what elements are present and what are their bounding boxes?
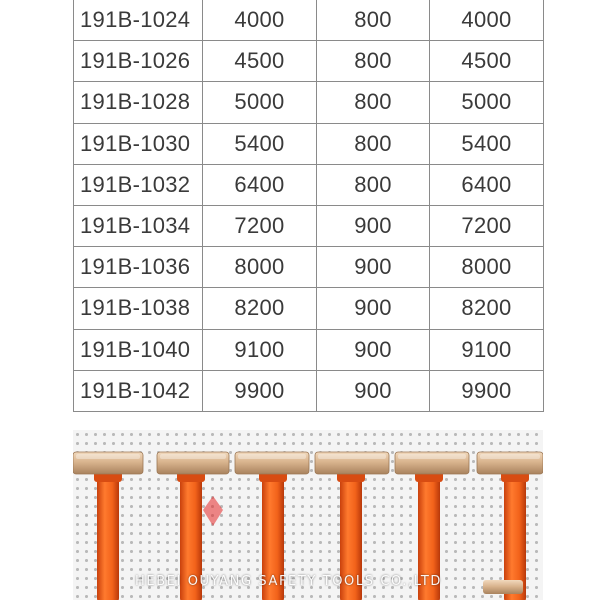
- value-cell: 900: [317, 370, 430, 411]
- value-cell: 800: [317, 41, 430, 82]
- value-cell: 900: [317, 288, 430, 329]
- value-cell: 5400: [430, 123, 544, 164]
- sledge-hammer-icon: [73, 452, 143, 600]
- value-cell: 4000: [203, 0, 317, 41]
- table-row: [74, 0, 544, 41]
- value-cell: 4000: [430, 0, 544, 41]
- value-cell: 6400: [203, 164, 317, 205]
- model-cell: 191B-1042: [74, 370, 203, 411]
- value-cell: 800: [317, 82, 430, 123]
- model-cell: 191B-1030: [74, 123, 203, 164]
- table-row: [74, 329, 544, 370]
- tag-icon: [203, 496, 223, 526]
- table-row: [74, 41, 544, 82]
- table-row: [74, 123, 544, 164]
- value-cell: 5000: [203, 82, 317, 123]
- table-row: [74, 288, 544, 329]
- table-row: [74, 82, 544, 123]
- model-cell: 191B-1040: [74, 329, 203, 370]
- watermark-text: HEBEI OUYANG SAFETY TOOLS CO.,LTD: [135, 574, 442, 589]
- model-cell: 191B-1036: [74, 247, 203, 288]
- value-cell: 8200: [430, 288, 544, 329]
- value-cell: 8000: [430, 247, 544, 288]
- value-cell: 5000: [430, 82, 544, 123]
- value-cell: 6400: [430, 164, 544, 205]
- spec-table-body: [74, 0, 544, 411]
- sledge-hammer-icon: [477, 452, 543, 600]
- value-cell: 900: [317, 329, 430, 370]
- value-cell: 900: [317, 247, 430, 288]
- value-cell: 800: [317, 0, 430, 41]
- table-row: [74, 164, 544, 205]
- value-cell: 8000: [203, 247, 317, 288]
- model-cell: 191B-1028: [74, 82, 203, 123]
- model-cell: 191B-1032: [74, 164, 203, 205]
- value-cell: 5400: [203, 123, 317, 164]
- model-cell: 191B-1024: [74, 0, 203, 41]
- table-row: [74, 205, 544, 246]
- table-row: [74, 370, 544, 411]
- value-cell: 9900: [430, 370, 544, 411]
- product-photo: [73, 430, 543, 600]
- value-cell: 4500: [203, 41, 317, 82]
- table-row: [74, 247, 544, 288]
- sledge-hammer-icon: [483, 580, 523, 594]
- value-cell: 9100: [203, 329, 317, 370]
- value-cell: 800: [317, 123, 430, 164]
- value-cell: 9100: [430, 329, 544, 370]
- value-cell: 4500: [430, 41, 544, 82]
- model-cell: 191B-1038: [74, 288, 203, 329]
- value-cell: 900: [317, 205, 430, 246]
- model-cell: 191B-1034: [74, 205, 203, 246]
- value-cell: 8200: [203, 288, 317, 329]
- value-cell: 800: [317, 164, 430, 205]
- value-cell: 7200: [203, 205, 317, 246]
- model-cell: 191B-1026: [74, 41, 203, 82]
- spec-table: [73, 0, 544, 412]
- value-cell: 9900: [203, 370, 317, 411]
- value-cell: 7200: [430, 205, 544, 246]
